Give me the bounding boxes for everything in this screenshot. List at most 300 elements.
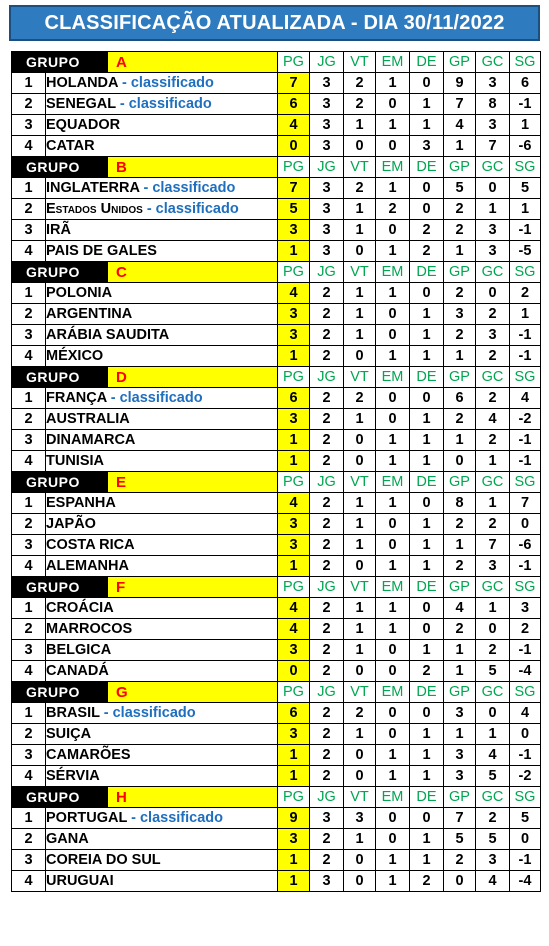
position-cell: 3 (12, 850, 46, 871)
group-letter: B (108, 157, 278, 178)
stat-cell: 1 (344, 493, 376, 514)
column-header: SG (510, 682, 541, 703)
stat-cell: 1 (376, 241, 410, 262)
column-header: PG (278, 577, 310, 598)
position-cell: 4 (12, 241, 46, 262)
stat-cell: 1 (410, 556, 444, 577)
stat-cell: 2 (310, 283, 344, 304)
stat-cell: 3 (444, 766, 476, 787)
stat-cell: 5 (476, 766, 510, 787)
team-cell (46, 94, 278, 115)
team-name: GANA (46, 831, 89, 847)
position-cell: 1 (12, 73, 46, 94)
stat-cell: -1 (510, 346, 541, 367)
stat-cell: 1 (344, 829, 376, 850)
table-row (12, 808, 541, 829)
qualified-label: - classificado (131, 810, 224, 826)
column-header: GP (444, 262, 476, 283)
stat-cell: 2 (510, 283, 541, 304)
stat-cell: 1 (344, 724, 376, 745)
stat-cell: 1 (344, 640, 376, 661)
table-row (12, 745, 541, 766)
table-row (12, 451, 541, 472)
group-header-row (12, 367, 541, 388)
stat-cell: 2 (344, 94, 376, 115)
qualified-label: - classificado (110, 390, 203, 406)
column-header: DE (410, 577, 444, 598)
column-header: JG (310, 157, 344, 178)
points-cell: 1 (278, 430, 310, 451)
stat-cell: 4 (510, 703, 541, 724)
stat-cell: 0 (376, 304, 410, 325)
stat-cell: 3 (310, 136, 344, 157)
stat-cell: 3 (310, 115, 344, 136)
stat-cell: 1 (476, 598, 510, 619)
team-name: CROÁCIA (46, 600, 114, 616)
column-header: VT (344, 472, 376, 493)
stat-cell: 1 (376, 598, 410, 619)
team-name: PAIS DE GALES (46, 243, 157, 259)
table-row (12, 325, 541, 346)
standings-body (12, 52, 541, 892)
stat-cell: 0 (376, 829, 410, 850)
stat-cell: 2 (444, 199, 476, 220)
stat-cell: 0 (410, 808, 444, 829)
column-header: DE (410, 682, 444, 703)
stat-cell: 2 (410, 661, 444, 682)
table-row (12, 493, 541, 514)
team-cell (46, 556, 278, 577)
position-cell: 1 (12, 703, 46, 724)
position-cell: 2 (12, 409, 46, 430)
stat-cell: 3 (444, 304, 476, 325)
column-header: SG (510, 577, 541, 598)
group-label: GRUPO (12, 157, 108, 178)
team-cell (46, 640, 278, 661)
stat-cell: 1 (444, 535, 476, 556)
team-name: URUGUAI (46, 873, 114, 889)
stat-cell: 2 (476, 430, 510, 451)
table-row (12, 346, 541, 367)
stat-cell: 2 (310, 850, 344, 871)
stat-cell: 3 (310, 241, 344, 262)
column-header: GP (444, 367, 476, 388)
stat-cell: 1 (444, 661, 476, 682)
stat-cell: 0 (344, 766, 376, 787)
position-cell: 4 (12, 346, 46, 367)
stat-cell: 0 (376, 94, 410, 115)
team-cell (46, 535, 278, 556)
column-header: EM (376, 262, 410, 283)
column-header: EM (376, 52, 410, 73)
stat-cell: 2 (410, 241, 444, 262)
stat-cell: -1 (510, 325, 541, 346)
group-header-row (12, 682, 541, 703)
team-name: DINAMARCA (46, 432, 136, 448)
stat-cell: 0 (376, 325, 410, 346)
group-label: GRUPO (12, 367, 108, 388)
column-header: JG (310, 577, 344, 598)
stat-cell: 1 (410, 745, 444, 766)
team-name: EQUADOR (46, 117, 121, 133)
stat-cell: 1 (376, 73, 410, 94)
team-cell (46, 703, 278, 724)
stat-cell: 1 (444, 724, 476, 745)
stat-cell: 1 (344, 283, 376, 304)
position-cell: 2 (12, 829, 46, 850)
table-row (12, 598, 541, 619)
stat-cell: 2 (444, 325, 476, 346)
points-cell: 1 (278, 766, 310, 787)
stat-cell: 0 (344, 430, 376, 451)
column-header: DE (410, 262, 444, 283)
position-cell: 4 (12, 661, 46, 682)
stat-cell: 3 (476, 325, 510, 346)
stat-cell: 0 (376, 703, 410, 724)
stat-cell: 0 (376, 640, 410, 661)
stat-cell: 2 (310, 409, 344, 430)
stat-cell: 1 (410, 850, 444, 871)
team-name: INGLATERRA (46, 180, 140, 196)
stat-cell: 9 (444, 73, 476, 94)
table-row (12, 535, 541, 556)
stat-cell: 3 (444, 745, 476, 766)
stat-cell: -1 (510, 220, 541, 241)
stat-cell: 0 (376, 409, 410, 430)
table-row (12, 283, 541, 304)
qualified-label: - classificado (122, 75, 214, 91)
group-header-row (12, 577, 541, 598)
stat-cell: 2 (310, 556, 344, 577)
position-cell: 1 (12, 493, 46, 514)
position-cell: 2 (12, 724, 46, 745)
points-cell: 6 (278, 388, 310, 409)
team-name: COREIA DO SUL (46, 852, 161, 868)
points-cell: 3 (278, 325, 310, 346)
column-header: GP (444, 157, 476, 178)
team-cell (46, 871, 278, 892)
team-name: JAPÃO (46, 516, 96, 532)
column-header: PG (278, 472, 310, 493)
column-header: PG (278, 52, 310, 73)
stat-cell: 2 (444, 850, 476, 871)
stat-cell: 8 (476, 94, 510, 115)
stat-cell: -1 (510, 430, 541, 451)
group-label: GRUPO (12, 577, 108, 598)
stat-cell: 2 (476, 640, 510, 661)
stat-cell: -1 (510, 94, 541, 115)
stat-cell: 5 (510, 178, 541, 199)
stat-cell: 3 (310, 94, 344, 115)
points-cell: 3 (278, 220, 310, 241)
stat-cell: 4 (476, 409, 510, 430)
stat-cell: 1 (410, 430, 444, 451)
stat-cell: 1 (410, 325, 444, 346)
stat-cell: 2 (310, 724, 344, 745)
column-header: PG (278, 157, 310, 178)
team-cell (46, 619, 278, 640)
stat-cell: 1 (410, 94, 444, 115)
stat-cell: 2 (310, 598, 344, 619)
position-cell: 4 (12, 871, 46, 892)
team-cell (46, 304, 278, 325)
stat-cell: -4 (510, 661, 541, 682)
team-name: CANADÁ (46, 663, 109, 679)
column-header: SG (510, 787, 541, 808)
stat-cell: 3 (344, 808, 376, 829)
stat-cell: 7 (476, 535, 510, 556)
team-cell (46, 136, 278, 157)
column-header: DE (410, 787, 444, 808)
stat-cell: 2 (310, 430, 344, 451)
stat-cell: 0 (344, 661, 376, 682)
stat-cell: 0 (376, 514, 410, 535)
stat-cell: 0 (344, 556, 376, 577)
column-header: SG (510, 157, 541, 178)
stat-cell: 1 (510, 115, 541, 136)
stat-cell: 1 (376, 745, 410, 766)
table-row (12, 220, 541, 241)
standings-table (11, 51, 541, 892)
column-header: JG (310, 262, 344, 283)
stat-cell: 2 (310, 535, 344, 556)
stat-cell: 7 (444, 94, 476, 115)
team-cell (46, 493, 278, 514)
stat-cell: -6 (510, 136, 541, 157)
stat-cell: 3 (310, 73, 344, 94)
column-header: JG (310, 682, 344, 703)
position-cell: 4 (12, 451, 46, 472)
stat-cell: 3 (310, 871, 344, 892)
position-cell: 2 (12, 304, 46, 325)
table-row (12, 871, 541, 892)
stat-cell: 2 (310, 325, 344, 346)
points-cell: 5 (278, 199, 310, 220)
stat-cell: 2 (310, 766, 344, 787)
column-header: GC (476, 367, 510, 388)
stat-cell: 1 (344, 220, 376, 241)
points-cell: 6 (278, 94, 310, 115)
stat-cell: 1 (444, 136, 476, 157)
stat-cell: 0 (410, 703, 444, 724)
stat-cell: 2 (310, 388, 344, 409)
table-row (12, 304, 541, 325)
stat-cell: 0 (376, 220, 410, 241)
column-header: VT (344, 52, 376, 73)
column-header: PG (278, 682, 310, 703)
stat-cell: 3 (310, 220, 344, 241)
group-label: GRUPO (12, 682, 108, 703)
stat-cell: 0 (376, 388, 410, 409)
stat-cell: -1 (510, 850, 541, 871)
stat-cell: 1 (344, 199, 376, 220)
column-header: VT (344, 787, 376, 808)
group-letter: H (108, 787, 278, 808)
team-cell (46, 724, 278, 745)
stat-cell: 2 (310, 346, 344, 367)
stat-cell: 1 (476, 493, 510, 514)
stat-cell: 2 (310, 703, 344, 724)
position-cell: 4 (12, 766, 46, 787)
stat-cell: 1 (376, 451, 410, 472)
stat-cell: 0 (376, 535, 410, 556)
stat-cell: 0 (410, 199, 444, 220)
team-cell (46, 346, 278, 367)
stat-cell: 7 (476, 136, 510, 157)
stat-cell: 1 (410, 829, 444, 850)
stat-cell: 0 (344, 136, 376, 157)
position-cell: 1 (12, 178, 46, 199)
stat-cell: 1 (344, 535, 376, 556)
table-row (12, 661, 541, 682)
position-cell: 3 (12, 535, 46, 556)
page-title: CLASSIFICAÇÃO ATUALIZADA - DIA 30/11/2022 (9, 5, 540, 41)
qualified-label: - classificado (103, 705, 196, 721)
table-row (12, 514, 541, 535)
column-header: SG (510, 367, 541, 388)
stat-cell: 1 (476, 199, 510, 220)
table-row (12, 73, 541, 94)
stat-cell: 0 (476, 283, 510, 304)
column-header: JG (310, 367, 344, 388)
stat-cell: 0 (344, 850, 376, 871)
group-label: GRUPO (12, 787, 108, 808)
stat-cell: 1 (510, 304, 541, 325)
points-cell: 1 (278, 556, 310, 577)
column-header: SG (510, 52, 541, 73)
team-cell (46, 220, 278, 241)
points-cell: 1 (278, 346, 310, 367)
table-row (12, 241, 541, 262)
position-cell: 3 (12, 115, 46, 136)
stat-cell: 5 (476, 829, 510, 850)
column-header: GP (444, 52, 476, 73)
stat-cell: -6 (510, 535, 541, 556)
stat-cell: 4 (444, 598, 476, 619)
qualified-label: - classificado (143, 180, 236, 196)
column-header: GC (476, 577, 510, 598)
points-cell: 3 (278, 514, 310, 535)
stat-cell: 1 (410, 514, 444, 535)
team-name: HOLANDA (46, 75, 118, 91)
stat-cell: 1 (344, 514, 376, 535)
stat-cell: 3 (310, 808, 344, 829)
column-header: SG (510, 262, 541, 283)
group-label: GRUPO (12, 52, 108, 73)
position-cell: 2 (12, 94, 46, 115)
team-name: CAMARÕES (46, 747, 131, 763)
stat-cell: 3 (476, 556, 510, 577)
stat-cell: 0 (476, 178, 510, 199)
stat-cell: 0 (376, 661, 410, 682)
table-row (12, 619, 541, 640)
team-cell (46, 430, 278, 451)
stat-cell: 0 (344, 745, 376, 766)
column-header: EM (376, 682, 410, 703)
stat-cell: 3 (476, 73, 510, 94)
points-cell: 0 (278, 661, 310, 682)
stat-cell: 2 (444, 409, 476, 430)
table-row (12, 136, 541, 157)
column-header: EM (376, 367, 410, 388)
stat-cell: 6 (510, 73, 541, 94)
team-name: Estados Unidos (46, 201, 143, 217)
points-cell: 3 (278, 535, 310, 556)
group-header-row (12, 52, 541, 73)
stat-cell: 1 (410, 115, 444, 136)
team-name: COSTA RICA (46, 537, 135, 553)
position-cell: 3 (12, 325, 46, 346)
table-row (12, 703, 541, 724)
group-letter: F (108, 577, 278, 598)
stat-cell: 3 (444, 703, 476, 724)
column-header: VT (344, 157, 376, 178)
stat-cell: 5 (476, 661, 510, 682)
stat-cell: 1 (410, 346, 444, 367)
team-name: BRASIL (46, 705, 100, 721)
position-cell: 3 (12, 640, 46, 661)
stat-cell: 0 (410, 493, 444, 514)
column-header: JG (310, 52, 344, 73)
stat-cell: 8 (444, 493, 476, 514)
team-cell (46, 745, 278, 766)
column-header: PG (278, 367, 310, 388)
stat-cell: 1 (376, 430, 410, 451)
position-cell: 3 (12, 220, 46, 241)
qualified-label: - classificado (146, 201, 239, 217)
column-header: GP (444, 787, 476, 808)
team-cell (46, 850, 278, 871)
column-header: DE (410, 52, 444, 73)
stat-cell: 2 (344, 73, 376, 94)
stat-cell: 0 (444, 871, 476, 892)
team-cell (46, 73, 278, 94)
points-cell: 4 (278, 283, 310, 304)
stat-cell: 0 (410, 598, 444, 619)
stat-cell: 2 (344, 178, 376, 199)
stat-cell: 4 (476, 745, 510, 766)
column-header: GC (476, 787, 510, 808)
column-header: DE (410, 472, 444, 493)
team-cell (46, 325, 278, 346)
stat-cell: -1 (510, 556, 541, 577)
table-row (12, 430, 541, 451)
team-name: MÉXICO (46, 348, 104, 364)
column-header: SG (510, 472, 541, 493)
points-cell: 1 (278, 241, 310, 262)
table-row (12, 115, 541, 136)
team-name: ALEMANHA (46, 558, 129, 574)
stat-cell: 1 (410, 409, 444, 430)
column-header: GC (476, 682, 510, 703)
position-cell: 2 (12, 514, 46, 535)
position-cell: 1 (12, 808, 46, 829)
column-header: GC (476, 52, 510, 73)
points-cell: 4 (278, 493, 310, 514)
team-name: IRÃ (46, 222, 71, 238)
column-header: DE (410, 367, 444, 388)
points-cell: 1 (278, 745, 310, 766)
team-cell (46, 514, 278, 535)
stat-cell: 2 (444, 556, 476, 577)
points-cell: 1 (278, 871, 310, 892)
team-name: MARROCOS (46, 621, 133, 637)
stat-cell: 3 (410, 136, 444, 157)
stat-cell: -5 (510, 241, 541, 262)
team-cell (46, 199, 278, 220)
stat-cell: 1 (444, 346, 476, 367)
team-cell (46, 451, 278, 472)
